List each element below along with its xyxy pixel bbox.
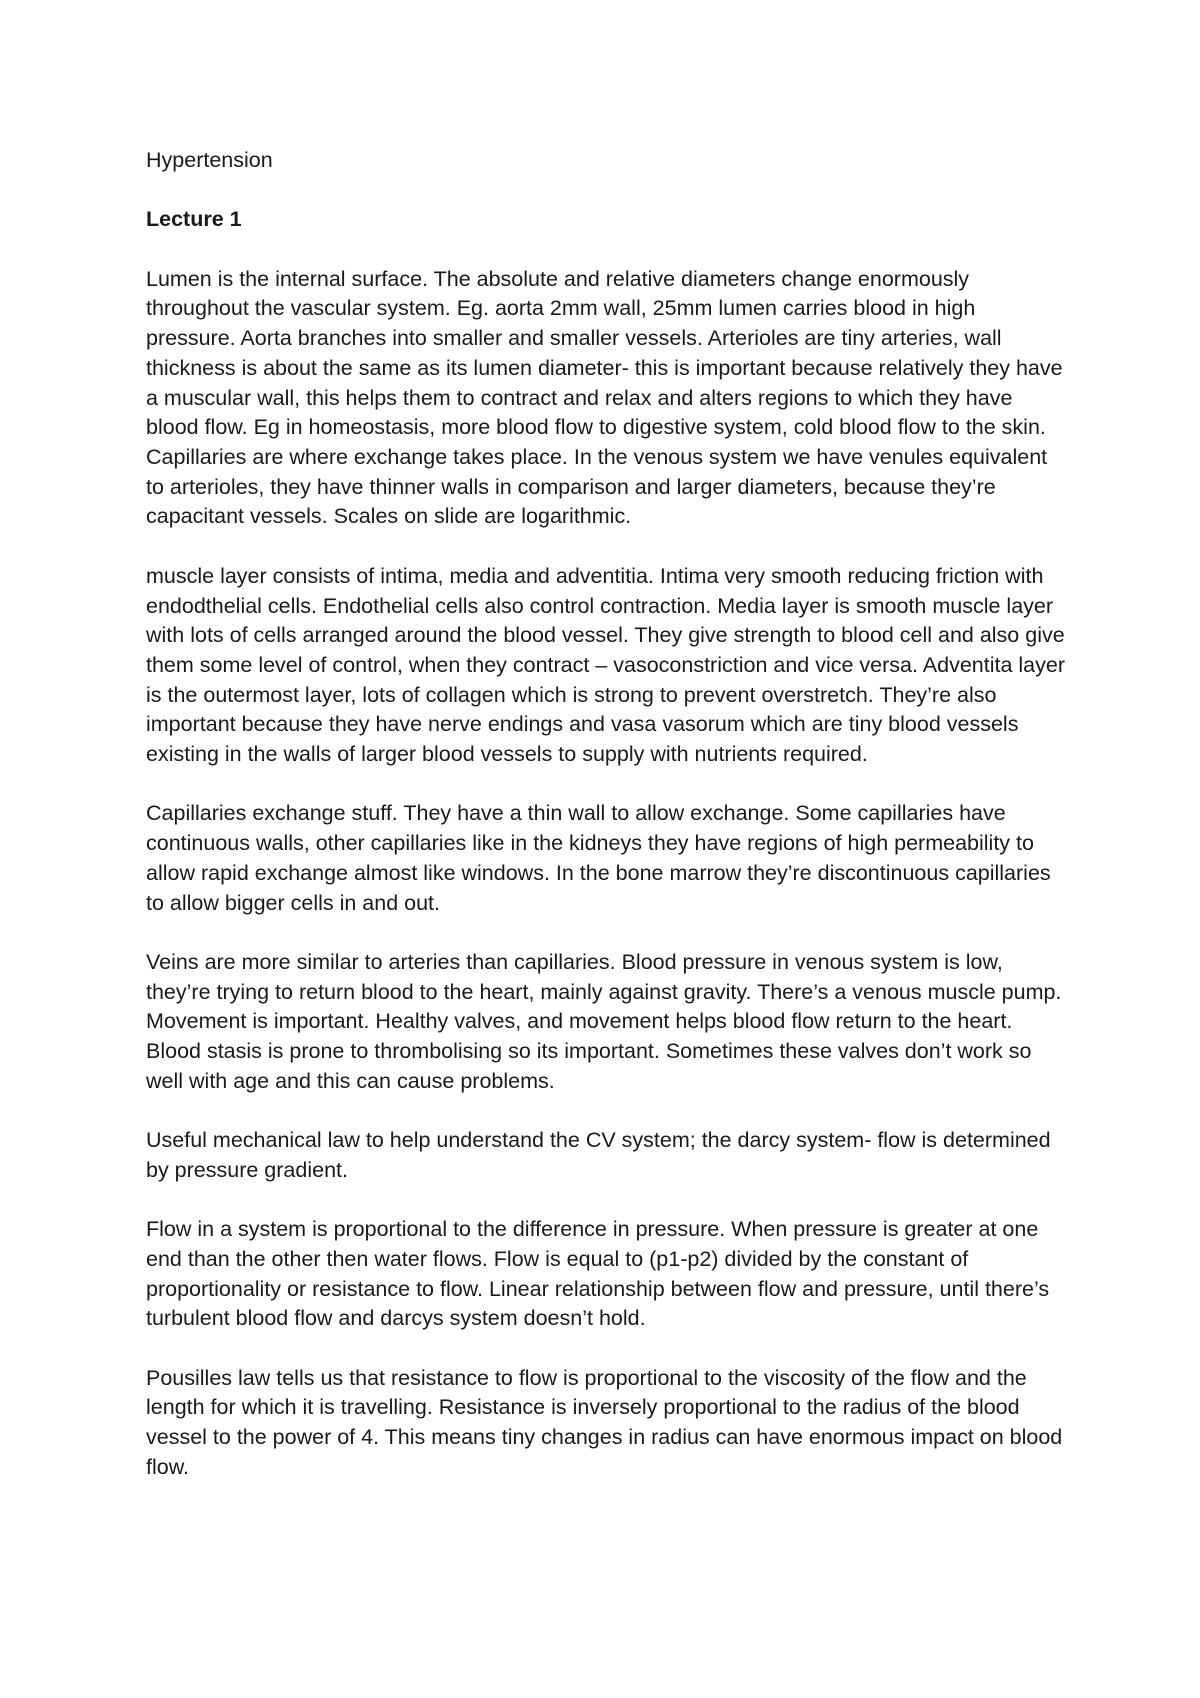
lecture-heading: Lecture 1: [146, 207, 242, 232]
paragraph-capillaries: Capillaries exchange stuff. They have a thin wall to allow exchange. Some capillaries have continuous walls, other capillaries like in the kidneys they have regions of high permeability to allow rapid exchange almost like windows. In the bone marrow they’re discontinuous capillaries to allow bigger cells in and out.: [146, 801, 1051, 915]
paragraph-poiseuille: Pousilles law tells us that resistance to flow is proportional to the viscosity of the flow and the length for which it is travelling. Resistance is inversely proportional to the radius of the blood vessel to the power of 4. This means tiny changes in radius can have enormous impact on blood flow.: [146, 1365, 1063, 1479]
paragraph-muscle-layer: muscle layer consists of intima, media and adventitia. Intima very smooth reducing friction with endodthelial cells. Endothelial cells also control contraction. Media layer is smooth muscle layer with lots of cells arranged around the blood vessel. They give strength to blood cell and also give them some level of control, when they contract – vasoconstriction and vice versa. Adventita layer is the outermost layer, lots of collagen which is strong to prevent overstretch. They’re also important because they have nerve endings and vasa vasorum which are tiny blood vessels existing in the walls of larger blood vessels to supply with nutrients required.: [146, 563, 1065, 767]
paragraph-mechanical-law: Useful mechanical law to help understand the CV system; the darcy system- flow is determined by pressure gradient.: [146, 1128, 1051, 1182]
document-body: [146, 146, 1066, 1512]
paragraph-lumen: Lumen is the internal surface. The absolute and relative diameters change enormously throughout the vascular system. Eg. aorta 2mm wall, 25mm lumen carries blood in high pressure. Aorta branches into smaller and smaller vessels. Arterioles are tiny arteries, wall thickness is about the same as its lumen diameter- this is important because relatively they have a muscular wall, this helps them to contract and relax and alters regions to which they have blood flow. Eg in homeostasis, more blood flow to digestive system, cold blood flow to the skin. Capillaries are where exchange takes place. In the venous system we have venules equivalent to arterioles, they have thinner walls in comparison and larger diameters, because they’re capacitant vessels. Scales on slide are logarithmic.: [146, 266, 1063, 529]
document-title: Hypertension: [146, 148, 273, 172]
paragraph-flow: Flow in a system is proportional to the difference in pressure. When pressure is greater at one end than the other then water flows. Flow is equal to (p1-p2) divided by the constant of proportionality or resistance to flow. Linear relationship between flow and pressure, until there’s turbulent blood flow and darcys system doesn’t hold.: [146, 1217, 1050, 1331]
paragraph-veins: Veins are more similar to arteries than capillaries. Blood pressure in venous system is low, they’re trying to return blood to the heart, mainly against gravity. There’s a venous muscle pump. Movement is important. Healthy valves, and movement helps blood flow return to the heart. Blood stasis is prone to thrombolising so its important. Sometimes these valves don’t work so well with age and this can cause problems.: [146, 949, 1062, 1093]
